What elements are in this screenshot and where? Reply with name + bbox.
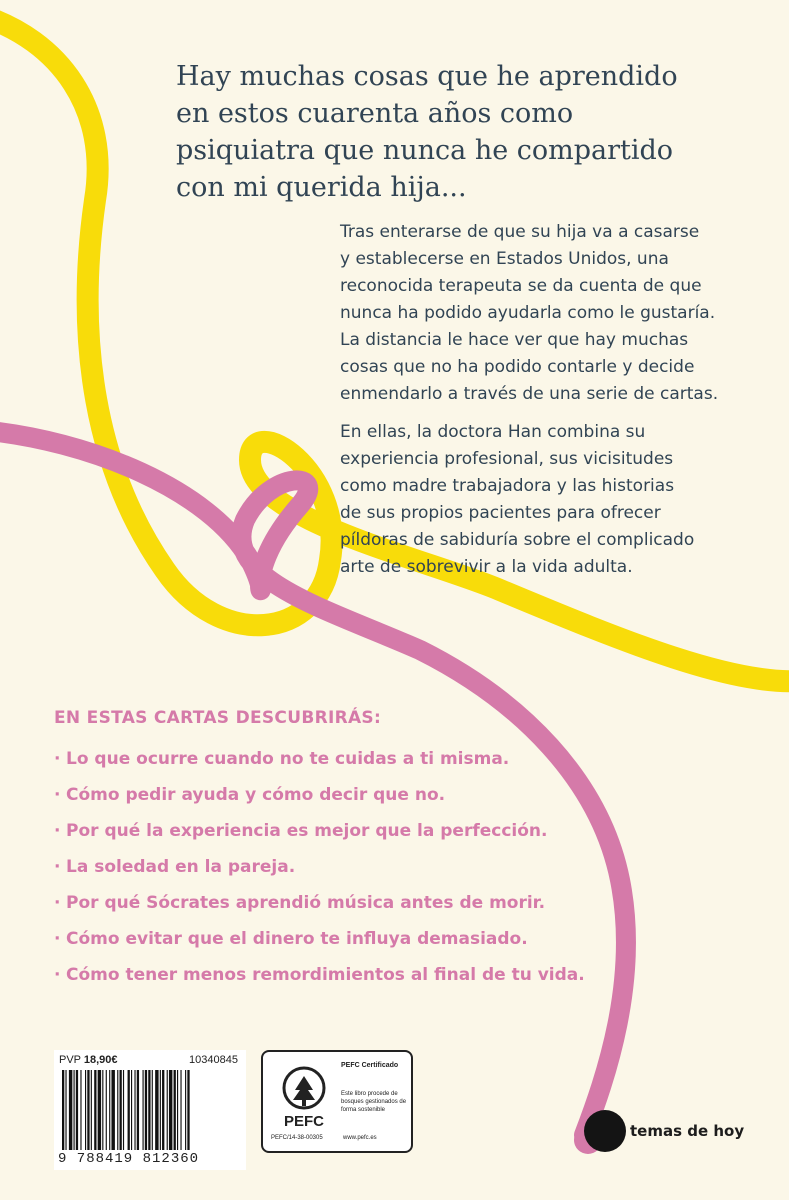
headline-line: Hay muchas cosas que he aprendido [176, 61, 678, 92]
text-line: cosas que no ha podido contarle y decide [340, 357, 695, 377]
list-item-text: Cómo tener menos remordimientos al final de tu vida. [66, 965, 585, 985]
features-title: EN ESTAS CARTAS DESCUBRIRÁS: [54, 708, 382, 728]
text-line: En ellas, la doctora Han combina su [340, 422, 646, 442]
synopsis-paragraph-2 [340, 419, 780, 581]
barcode-panel [54, 1050, 246, 1170]
features-list [54, 741, 774, 993]
price: 18,90€ [83, 1054, 118, 1066]
isbn-number: 9 788419 812360 [58, 1151, 200, 1167]
list-item-text: Por qué Sócrates aprendió música antes de morir. [66, 893, 546, 913]
text-line: arte de sobrevivir a la vida adulta. [340, 557, 633, 577]
pefc-url: www.pefc.es [343, 1135, 377, 1141]
headline-line: en estos cuarenta años como [176, 98, 574, 129]
list-item-text: Por qué la experiencia es mejor que la perfección. [66, 821, 548, 841]
list-item [54, 849, 774, 885]
text-line: Tras enterarse de que su hija va a casarse [340, 222, 700, 242]
publisher-dark-dot-icon [584, 1110, 626, 1152]
list-item [54, 813, 774, 849]
list-item [54, 957, 774, 993]
bullet-icon: · [54, 785, 61, 805]
text-line: reconocida terapeuta se da cuenta de que [340, 276, 702, 296]
list-item [54, 921, 774, 957]
list-item [54, 741, 774, 777]
publisher-name: temas de hoy [630, 1122, 745, 1140]
pefc-code: PEFC/14-38-00305 [271, 1135, 323, 1141]
headline-quote [176, 58, 756, 206]
barcode-bars [62, 1070, 240, 1150]
pvp-label: PVP [59, 1054, 81, 1066]
pefc-tree-icon [273, 1064, 335, 1130]
text-line: píldoras de sabiduría sobre el complicado [340, 530, 695, 550]
price-label [59, 1054, 118, 1066]
text-line: y establecerse en Estados Unidos, una [340, 249, 669, 269]
text-line: La distancia le hace ver que hay muchas [340, 330, 689, 350]
list-item-text: Lo que ocurre cuando no te cuidas a ti misma. [66, 749, 510, 769]
text-line: nunca ha podido ayudarla como le gustaría. [340, 303, 716, 323]
synopsis-paragraph-1 [340, 219, 780, 408]
bullet-icon: · [54, 857, 61, 877]
list-item-text: La soledad en la pareja. [66, 857, 296, 877]
text-line: de sus propios pacientes para ofrecer [340, 503, 661, 523]
synopsis [340, 219, 780, 592]
headline-line: con mi querida hija... [176, 172, 467, 203]
product-code: 10340845 [189, 1054, 238, 1066]
text-line: experiencia profesional, sus vicisitudes [340, 449, 674, 469]
pefc-certified-label: PEFC Certificado [341, 1062, 399, 1069]
list-item [54, 777, 774, 813]
bullet-icon: · [54, 821, 61, 841]
bullet-icon: · [54, 965, 61, 985]
list-item-text: Cómo evitar que el dinero te influya demasiado. [66, 929, 528, 949]
text-line: enmendarlo a través de una serie de cartas. [340, 384, 719, 404]
list-item [54, 885, 774, 921]
headline-line: psiquiatra que nunca he compartido [176, 135, 674, 166]
features-section [54, 708, 774, 993]
bullet-icon: · [54, 929, 61, 949]
list-item-text: Cómo pedir ayuda y cómo decir que no. [66, 785, 446, 805]
pefc-certification [261, 1050, 413, 1153]
bullet-icon: · [54, 749, 61, 769]
text-line: como madre trabajadora y las historias [340, 476, 675, 496]
pefc-logo-text: PEFC [283, 1113, 325, 1130]
pefc-description: Este libro procede de bosques gestionados de forma sostenible [341, 1091, 407, 1113]
bullet-icon: · [54, 893, 61, 913]
